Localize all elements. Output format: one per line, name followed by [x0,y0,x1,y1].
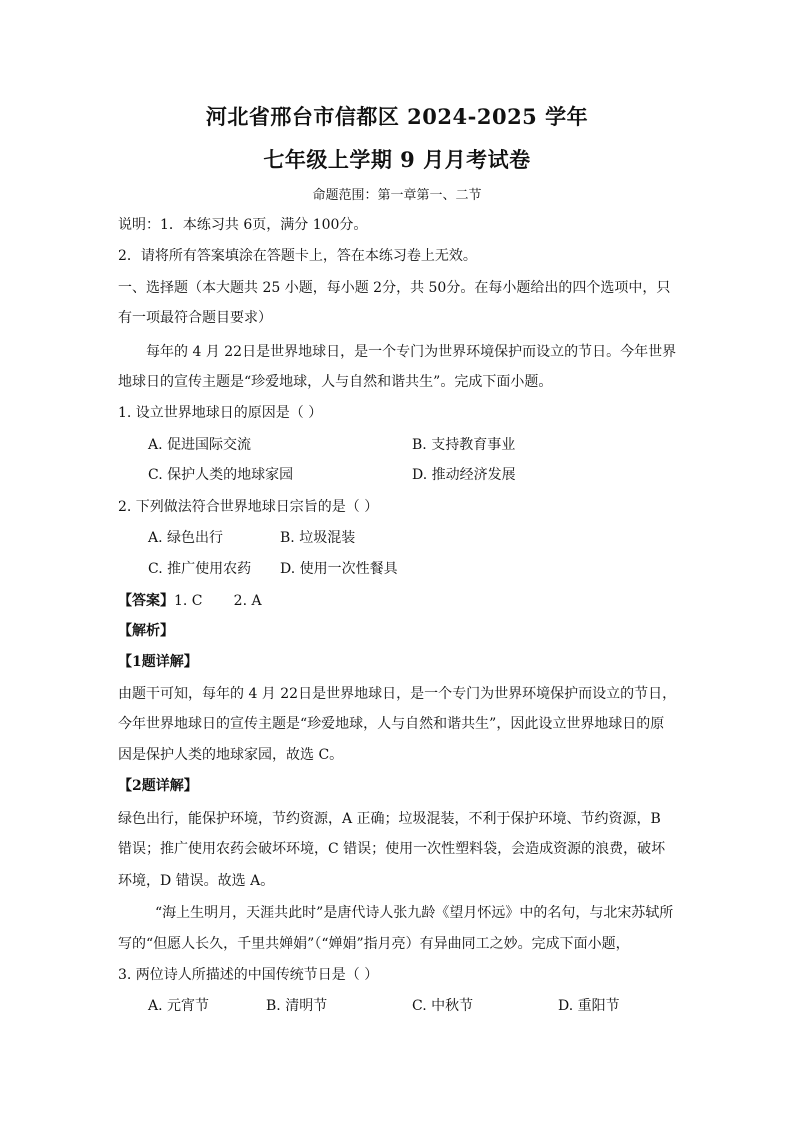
passage1-line1: 每年的 4 月 22日是世界地球日，是一个专门为世界环境保护而设立的节日。今年世界 [146,344,677,360]
q3-stem: 3. 两位诗人所描述的中国传统节日是（ ） [118,967,379,983]
detail1-line2: 今年世界地球日的宣传主题是“珍爱地球，人与自然和谐共生”，因此设立世界地球日的原 [118,716,665,732]
q2-option-a: A. 绿色出行 [148,530,224,546]
passage1-line2: 地球日的宣传主题是“珍爱地球，人与自然和谐共生”。完成下面小题。 [118,374,553,390]
q1-option-b: B. 支持教育事业 [412,437,516,453]
q2-option-d: D. 使用一次性餐具 [280,561,398,577]
detail2-line1: 绿色出行，能保护环境，节约资源，A 正确；垃圾混装，不利于保护环境、节约资源，B [118,811,661,827]
q2-option-c: C. 推广使用农药 [148,561,252,577]
exam-scope: 命题范围：第一章第一、二节 [312,188,482,203]
detail2-line2: 错误；推广使用农药会破坏环境，C 错误；使用一次性塑料袋，会造成资源的浪费，破坏 [118,841,666,857]
section-heading-line2: 有一项最符合题目要求） [118,310,272,326]
instruction-note-2: 2．请将所有答案填涂在答题卡上，答在本练习卷上无效。 [118,248,477,264]
passage2-line1: “海上生明月，天涯共此时”是唐代诗人张九龄《望月怀远》中的名句，与北宋苏轼所 [155,905,674,921]
q1-option-a: A. 促进国际交流 [148,437,252,453]
q2-stem: 2. 下列做法符合世界地球日宗旨的是（ ） [118,499,379,515]
q1-option-d: D. 推动经济发展 [412,467,516,483]
detail1-line1: 由题干可知，每年的 4 月 22日是世界地球日，是一个专门为世界环境保护而设立的节日， [118,686,677,702]
q3-option-a: A. 元宵节 [148,998,210,1014]
exam-title-line1: 河北省邢台市信都区 2024-2025 学年 [205,104,589,129]
q3-option-c: C. 中秋节 [412,998,474,1014]
passage2-line2: 写的“但愿人长久，千里共婵娟”（“婵娟”指月亮）有异曲同工之妙。完成下面小题， [118,936,630,952]
q2-option-b: B. 垃圾混装 [280,530,356,546]
q3-option-b: B. 清明节 [266,998,328,1014]
answer-label: 【答案】 [118,593,174,609]
section-heading-line1: 一、选择题（本大题共 25 小题，每小题 2分，共 50分。在每小题给出的四个选项中，只 [118,280,671,296]
analysis-label: 【解析】 [118,623,174,639]
q1-stem: 1. 设立世界地球日的原因是（ ） [118,405,323,421]
detail1-line3: 因是保护人类的地球家园，故选 C。 [118,747,344,763]
answer-value: 1. C 2. A [174,593,262,609]
detail1-label: 【1题详解】 [118,654,198,670]
detail2-line3: 环境，D 错误。故选 A。 [118,873,275,889]
q3-option-d: D. 重阳节 [558,998,620,1014]
instruction-note-1: 说明：1．本练习共 6页，满分 100分。 [118,217,368,233]
exam-title-line2: 七年级上学期 9 月月考试卷 [263,147,531,172]
answer-line [118,591,262,611]
detail2-label: 【2题详解】 [118,778,198,794]
q1-option-c: C. 保护人类的地球家园 [148,467,294,483]
